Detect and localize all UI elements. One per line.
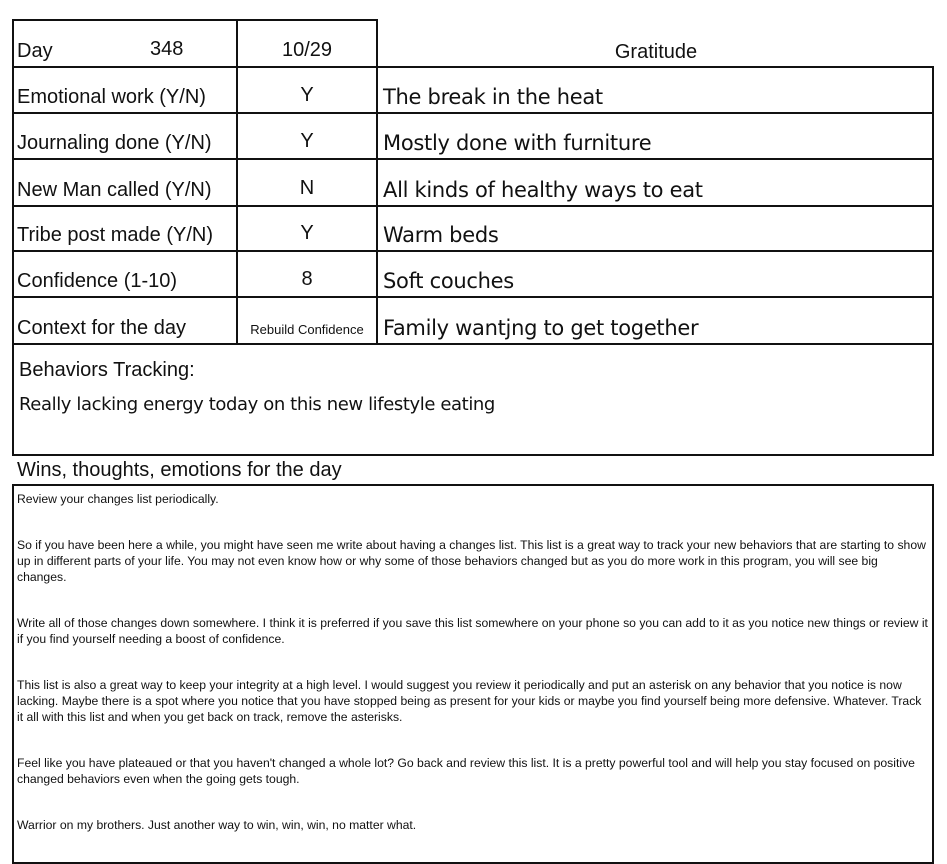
wins-paragraph: So if you have been here a while, you might have seen me write about having a changes list. This list is a great way to track your new behaviors that are starting to show up in different parts of your life. You may not even know how or why some of those behaviors changed but as you do more work in this program, you will see big changes. bbox=[17, 538, 926, 584]
wins-paragraph: Warrior on my brothers. Just another way to win, win, win, no matter what. bbox=[17, 818, 417, 832]
gratitude-title: Gratitude bbox=[614, 41, 698, 63]
tracker-row-label: Confidence (1-10) bbox=[12, 250, 238, 298]
day-label: Day bbox=[17, 40, 53, 62]
tracker-row-value: Y bbox=[236, 66, 378, 114]
tracker-row-label: Context for the day bbox=[12, 296, 238, 345]
gratitude-item: The break in the heat bbox=[376, 66, 934, 114]
day-label-cell bbox=[12, 19, 238, 68]
tracker-row-value: Y bbox=[236, 112, 378, 160]
gratitude-item: Mostly done with furniture bbox=[376, 112, 934, 160]
gratitude-item: Warm beds bbox=[376, 205, 934, 252]
tracker-row-value: Rebuild Confidence bbox=[236, 296, 378, 345]
gratitude-item: Family wantjng to get together bbox=[376, 296, 934, 345]
wins-title: Wins, thoughts, emotions for the day bbox=[17, 459, 342, 481]
tracker-row-value: N bbox=[236, 158, 378, 207]
gratitude-header bbox=[377, 19, 935, 68]
behaviors-box bbox=[12, 343, 934, 456]
wins-paragraph: Feel like you have plateaued or that you haven't changed a whole lot? Go back and review this list. It is a pretty powerful tool and will help you stay focused on positive changed behaviors even when the going gets tough. bbox=[17, 756, 915, 786]
behaviors-text: Really lacking energy today on this new lifestyle eating bbox=[19, 394, 495, 415]
day-number: 348 bbox=[150, 38, 184, 60]
wins-box bbox=[12, 484, 934, 864]
wins-paragraph: Review your changes list periodically. bbox=[17, 492, 219, 506]
date-value: 10/29 bbox=[281, 39, 333, 61]
wins-paragraph: This list is also a great way to keep your integrity at a high level. I would suggest you review it periodically and put an asterisk on any behavior that you notice is now lacking. Maybe there is a spot where you notice that you have stopped being as present for your kids or maybe you find yourself being more defensive. Whatever. Track it all with this list and when you get back on track, remove the asterisks. bbox=[17, 678, 922, 724]
tracker-row-label: Journaling done (Y/N) bbox=[12, 112, 238, 160]
date-cell bbox=[236, 19, 378, 68]
tracker-row-value: Y bbox=[236, 205, 378, 252]
wins-paragraph: Write all of those changes down somewhere. I think it is preferred if you save this list somewhere on your phone so you can add to it as you notice new things or review it if you find yourself needing a boost of confidence. bbox=[17, 616, 928, 646]
tracker-row-value: 8 bbox=[236, 250, 378, 298]
behaviors-title: Behaviors Tracking: bbox=[19, 359, 195, 381]
tracker-row-label: Tribe post made (Y/N) bbox=[12, 205, 238, 252]
tracker-row-label: Emotional work (Y/N) bbox=[12, 66, 238, 114]
gratitude-item: All kinds of healthy ways to eat bbox=[376, 158, 934, 207]
tracker-row-label: New Man called (Y/N) bbox=[12, 158, 238, 207]
gratitude-item: Soft couches bbox=[376, 250, 934, 298]
